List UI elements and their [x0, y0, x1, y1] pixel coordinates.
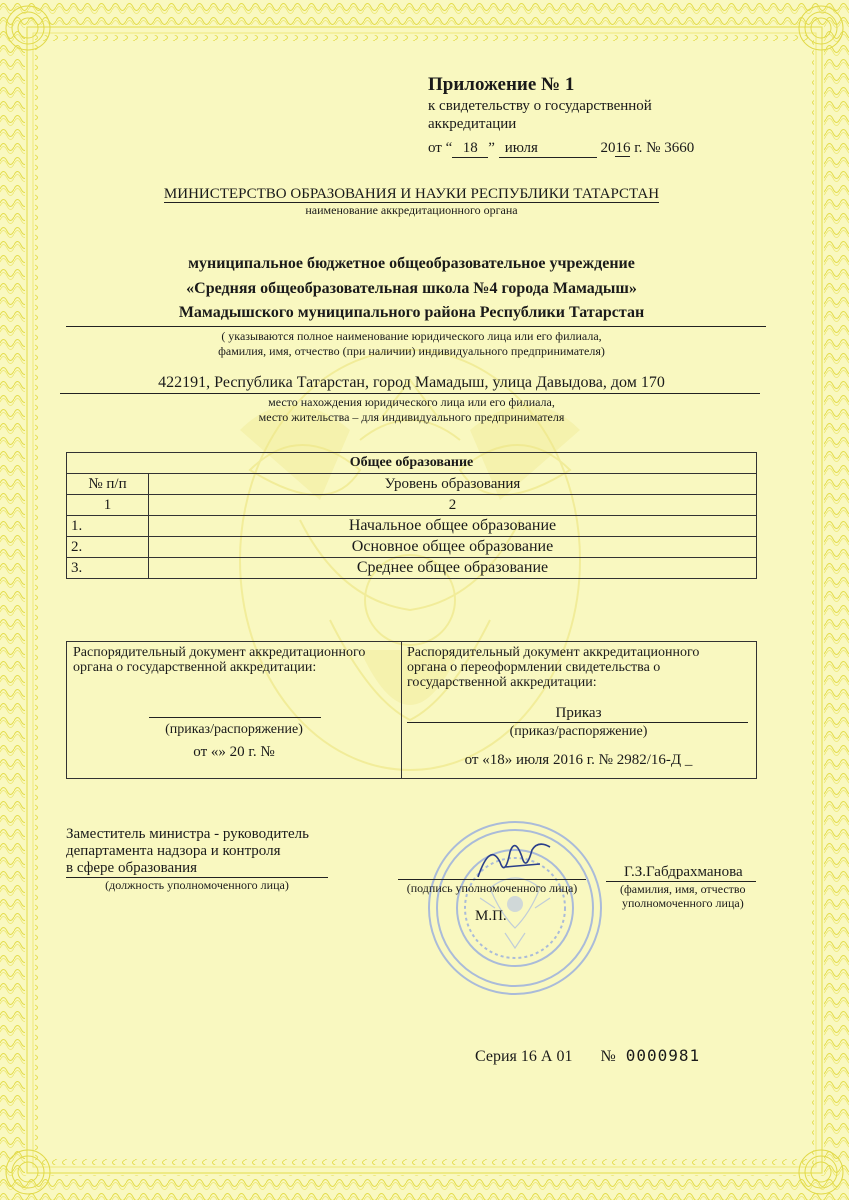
date-year-suffix: 16: [615, 140, 631, 156]
organization-line2: «Средняя общеобразовательная школа №4 города Мамадыш»: [186, 280, 637, 297]
accreditation-document-column: [67, 642, 402, 778]
row-num: 3.: [67, 558, 149, 579]
position-caption: (должность уполномоченного лица): [105, 878, 289, 892]
date-prefix: от “: [428, 140, 453, 156]
table-header-row: [67, 474, 757, 495]
date-day: 18: [452, 140, 488, 158]
address-underline: [60, 393, 760, 394]
organization-underline: [66, 326, 766, 327]
row-num: 2.: [67, 537, 149, 558]
table-title: Общее образование: [67, 453, 757, 474]
education-table: [66, 452, 757, 579]
left-order-blank: [149, 717, 321, 718]
organization-line1: муниципальное бюджетное общеобразовательное учреждение: [188, 255, 635, 272]
right-doc-type: Приказ: [555, 705, 602, 721]
organization-caption2: фамилия, имя, отчество (при наличии) индивидуального предпринимателя): [218, 344, 605, 358]
address-value: 422191, Республика Татарстан, город Мамадыш, улица Давыдова, дом 170: [158, 374, 665, 391]
right-caption: (приказ/распоряжение): [509, 724, 648, 739]
table-index-row: [67, 495, 757, 516]
name-caption1: (фамилия, имя, отчество: [620, 882, 746, 896]
left-caption: (приказ/распоряжение): [165, 722, 303, 737]
table-row: [67, 537, 757, 558]
signatory-position1: Заместитель министра - руководитель: [66, 826, 309, 842]
organization-caption1: ( указываются полное наименование юридического лица или его филиала,: [221, 329, 602, 343]
date-year-prefix: 20: [600, 140, 616, 156]
serial-series: Серия 16 А 01: [475, 1048, 573, 1065]
column-index-num: 1: [67, 495, 149, 516]
table-title-row: [67, 453, 757, 474]
appendix-date-line: [428, 140, 694, 158]
table-row: [67, 558, 757, 579]
serial-number-label: №: [600, 1048, 616, 1065]
name-caption2: уполномоченного лица): [622, 896, 744, 910]
table-row: [67, 516, 757, 537]
appendix-reference-line2: аккредитации: [428, 116, 517, 132]
date-year-tail: г. №: [634, 140, 661, 156]
column-index-level: 2: [149, 495, 757, 516]
serial-number: 0000981: [625, 1046, 701, 1065]
signatory-position2: департамента надзора и контроля: [66, 843, 281, 859]
right-date-line: от «18» июля 2016 г. № 2982/16-Д _: [464, 752, 693, 768]
ministry-block: [66, 186, 757, 203]
date-month: июля: [499, 140, 597, 158]
stamp-place-label: М.П.: [475, 908, 507, 924]
signatory-name: Г.З.Габдрахманова: [624, 864, 743, 880]
row-level: Основное общее образование: [149, 537, 757, 558]
left-date-line: от «» 20 г. №: [193, 744, 275, 760]
column-header-num: № п/п: [67, 474, 149, 495]
signature-underline: [398, 879, 586, 880]
right-order-underline: [407, 722, 748, 723]
address-caption2: место жительства – для индивидуального предпринимателя: [258, 410, 565, 424]
signatory-position3: в сфере образования: [66, 860, 198, 876]
date-day-close: ”: [488, 140, 495, 156]
appendix-reference-line1: к свидетельству о государственной: [428, 98, 652, 114]
right-heading2: органа о переоформлении свидетельства о: [407, 660, 661, 675]
signature-caption: (подпись уполномоченного лица): [406, 881, 578, 895]
row-level: Начальное общее образование: [149, 516, 757, 537]
address-caption1: место нахождения юридического лица или его филиала,: [268, 395, 555, 409]
documents-box: [66, 641, 757, 779]
row-level: Среднее общее образование: [149, 558, 757, 579]
ministry-caption: наименование аккредитационного органа: [305, 203, 518, 217]
reissue-document-column: [401, 642, 756, 778]
appendix-title: Приложение № 1: [428, 74, 575, 95]
serial-block: [475, 1046, 700, 1066]
appendix-number: 3660: [664, 140, 695, 156]
right-heading1: Распорядительный документ аккредитационного: [407, 645, 700, 660]
column-header-level: Уровень образования: [149, 474, 757, 495]
left-heading1: Распорядительный документ аккредитационного: [73, 645, 366, 660]
organization-line3: Мамадышского муниципального района Республики Татарстан: [178, 304, 645, 321]
right-heading3: государственной аккредитации:: [407, 675, 597, 690]
ministry-name: МИНИСТЕРСТВО ОБРАЗОВАНИЯ И НАУКИ РЕСПУБЛИКИ ТАТАРСТАН: [163, 186, 660, 202]
row-num: 1.: [67, 516, 149, 537]
left-heading2: органа о государственной аккредитации:: [73, 660, 317, 675]
